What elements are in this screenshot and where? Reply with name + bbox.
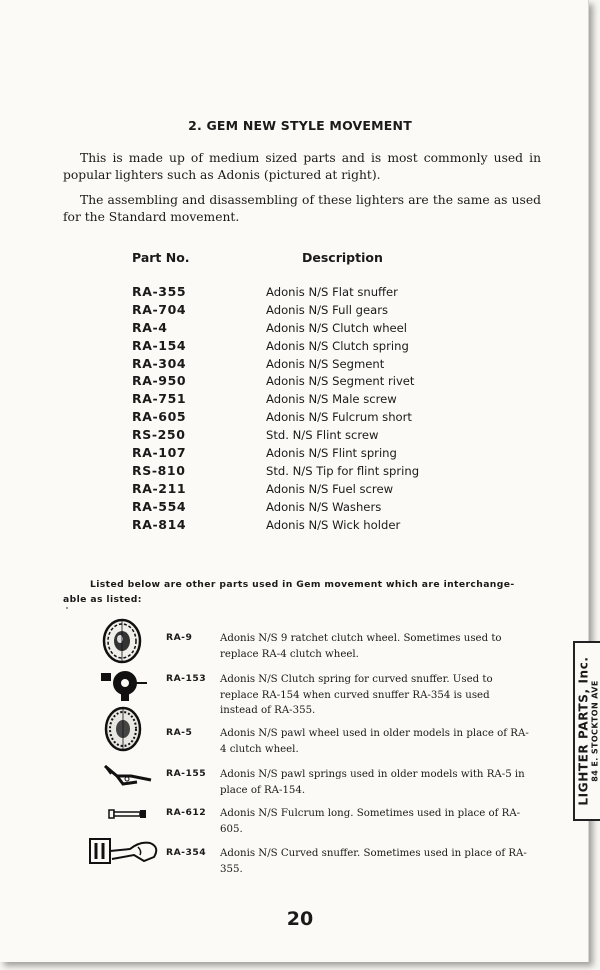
- part-number: RA-304: [132, 355, 187, 371]
- part-description: Adonis N/S Male screw: [266, 392, 397, 407]
- part-description: Adonis N/S Segment: [266, 356, 385, 371]
- intro-paragraph-1: This is made up of medium sized parts and is most commonly used in popular lighters such as Adonis (pictured at right).: [63, 151, 541, 182]
- alt-part-description: Adonis N/S 9 ratchet clutch wheel. Sometimes used to replace RA-4 clutch wheel.: [220, 633, 502, 660]
- part-description: Adonis N/S Full gears: [266, 302, 389, 317]
- table-row: [0, 517, 600, 535]
- intro-paragraph-2: The assembling and disassembling of these lighters are the same as used for the Standard movement.: [63, 193, 541, 224]
- table-row: [0, 499, 600, 517]
- alt-part-description: Adonis N/S Fulcrum long. Sometimes used in place of RA-605.: [220, 808, 521, 835]
- table-row: [0, 320, 600, 338]
- part-description: Adonis N/S Flint spring: [266, 446, 397, 461]
- part-number: RS-250: [132, 427, 186, 443]
- part-number: RA-4: [132, 319, 168, 335]
- alt-part-number: RA-354: [166, 847, 207, 858]
- part-description: Std. N/S Flint screw: [266, 428, 379, 443]
- alt-part-description: Adonis N/S Curved snuffer. Sometimes used in place of RA-355.: [220, 848, 527, 875]
- interchange-note: [63, 577, 533, 607]
- alt-part-number: RA-612: [166, 807, 207, 818]
- part-number: RA-355: [132, 284, 187, 299]
- part-description: Adonis N/S Segment rivet: [266, 374, 415, 389]
- part-number: RA-704: [132, 301, 187, 317]
- part-number: RA-950: [132, 373, 187, 389]
- ratchet-clutch-wheel-icon: [101, 618, 143, 664]
- company-stamp: [573, 641, 600, 821]
- part-description: Adonis N/S Washers: [266, 499, 382, 514]
- column-header-part-no: Part No.: [132, 250, 190, 265]
- part-number: RA-605: [132, 409, 187, 425]
- table-row: [0, 409, 600, 427]
- alt-part-description: Adonis N/S Clutch spring for curved snuffer. Used to replace RA-154 when curved snuffer RA-354 is used instead of RA-355.: [220, 674, 493, 716]
- part-description: Adonis N/S Fulcrum short: [266, 410, 412, 425]
- part-number: RA-814: [132, 516, 187, 532]
- part-description: Std. N/S Tip for flint spring: [266, 463, 420, 478]
- fulcrum-pin-icon: [108, 808, 148, 820]
- table-row: [0, 284, 600, 302]
- part-description: Adonis N/S Flat snuffer: [266, 285, 398, 299]
- table-row: [0, 463, 600, 481]
- part-number: RA-554: [132, 498, 187, 514]
- alt-part-description: Adonis N/S pawl springs used in older models with RA-5 in place of RA-154.: [220, 769, 525, 796]
- table-row: [0, 356, 600, 374]
- part-description: Adonis N/S Clutch wheel: [266, 320, 408, 335]
- part-number: RA-154: [132, 337, 187, 353]
- table-row: [0, 338, 600, 356]
- parts-table: [0, 284, 600, 534]
- part-number: RA-751: [132, 391, 187, 407]
- table-row: [0, 302, 600, 320]
- pawl-wheel-icon: [103, 706, 143, 752]
- table-row: [0, 445, 600, 463]
- curved-snuffer-icon: [88, 837, 164, 867]
- interchange-note-line-2: able as listed:: [63, 594, 142, 605]
- part-description: Adonis N/S Wick holder: [266, 517, 401, 532]
- stray-mark: [66, 607, 68, 609]
- table-row: [0, 427, 600, 445]
- alt-part-description: Adonis N/S pawl wheel used in older models in place of RA-4 clutch wheel.: [220, 728, 529, 755]
- table-row: [0, 391, 600, 409]
- table-row: [0, 481, 600, 499]
- company-stamp-name: LIGHTER PARTS, Inc.: [576, 656, 590, 806]
- part-description: Adonis N/S Fuel screw: [266, 481, 394, 496]
- part-description: Adonis N/S Clutch spring: [266, 338, 409, 353]
- alt-part-number: RA-153: [166, 673, 207, 684]
- page-number: 20: [286, 908, 314, 930]
- company-stamp-address: 84 E. STOCKTON AVE: [590, 680, 599, 782]
- part-number: RA-107: [132, 445, 187, 461]
- alt-part-number: RA-155: [166, 768, 207, 779]
- column-header-description: Description: [302, 250, 383, 265]
- clutch-spring-icon: [101, 669, 149, 703]
- interchange-note-line-1: Listed below are other parts used in Gem movement which are interchange-: [90, 579, 515, 590]
- company-stamp-text: [576, 656, 599, 805]
- alt-part-number: RA-5: [166, 727, 193, 738]
- part-number: RA-211: [132, 480, 187, 496]
- pawl-spring-icon: [101, 760, 153, 788]
- part-number: RS-810: [132, 462, 186, 478]
- section-heading: 2. GEM NEW STYLE MOVEMENT: [188, 118, 412, 133]
- table-row: [0, 373, 600, 391]
- alt-part-number: RA-9: [166, 632, 193, 643]
